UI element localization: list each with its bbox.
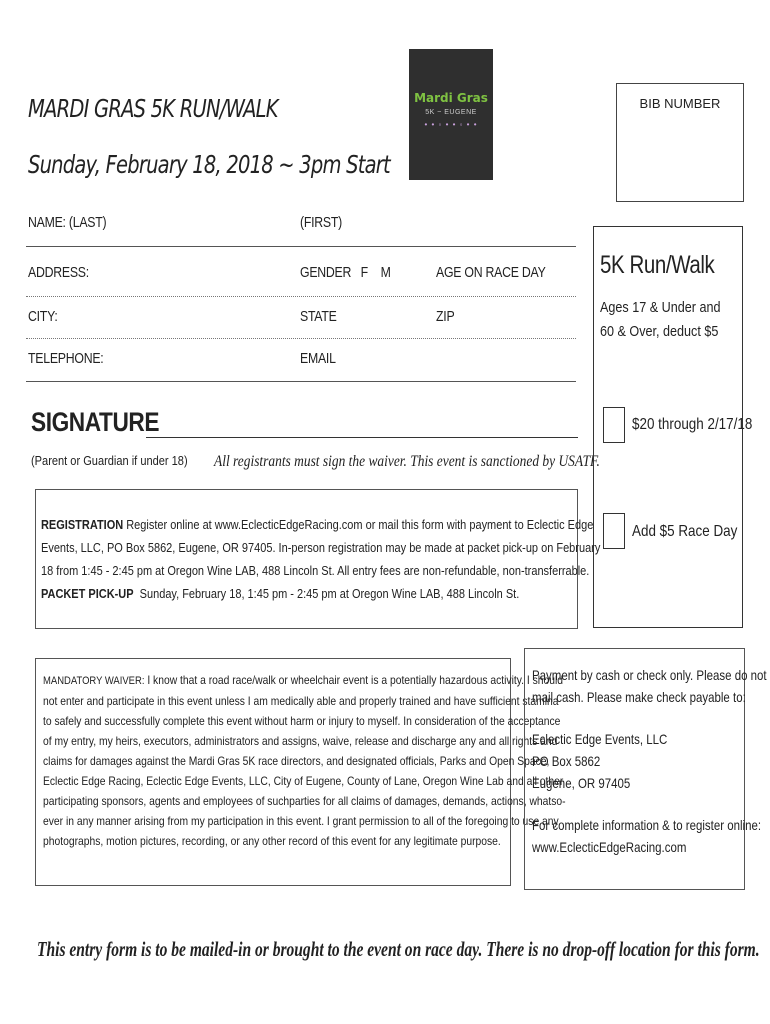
waiver-line: photographs, motion pictures, recording, or any other record of this event for any legitimate purpose.: [43, 834, 501, 848]
race-day-fee-label: Add $5 Race Day: [632, 523, 738, 540]
waiver-line: to safely and successfully complete this event without harm or injury to myself. In consideration of the acceptance: [43, 714, 561, 728]
address-input-line[interactable]: [26, 296, 576, 297]
packet-pickup-text: Sunday, February 18, 1:45 pm - 2:45 pm at Oregon Wine LAB, 488 Lincoln St.: [133, 586, 520, 601]
registration-line-1: Register online at www.EclecticEdgeRacing.com or mail this form with payment to Eclectic Edge: [123, 517, 594, 532]
waiver-heading: MANDATORY WAIVER:: [43, 675, 145, 687]
discount-text: [600, 296, 720, 344]
address-label: ADDRESS:: [28, 264, 89, 281]
name-input-line[interactable]: [26, 246, 576, 247]
registration-text: [41, 513, 600, 605]
payee-city: Eugene, OR 97405: [532, 775, 631, 791]
city-label: CITY:: [28, 308, 58, 325]
gender-label: GENDER F M: [300, 264, 391, 281]
age-label: AGE ON RACE DAY: [436, 264, 546, 281]
pricing-title: 5K Run/Walk: [600, 251, 715, 279]
waiver-note: All registrants must sign the waiver. This event is sanctioned by USATF.: [214, 453, 600, 470]
state-label: STATE: [300, 308, 337, 325]
waiver-line: ever in any manner arising from my participation in this event. I grant permission to all of the foregoing to use any: [43, 814, 559, 828]
event-logo: [409, 49, 493, 180]
bib-number-box[interactable]: [616, 83, 744, 202]
footer-note: This entry form is to be mailed-in or brought to the event on race day. There is no drop-off location for this form.: [37, 937, 760, 961]
waiver-line: claims for damages against the Mardi Gras 5K race directors, and designated officials, Parks and Open Space,: [43, 754, 550, 768]
info-line: For complete information & to register online:: [532, 817, 762, 833]
telephone-label: TELEPHONE:: [28, 350, 104, 367]
payment-text: [532, 664, 767, 858]
last-name-label: NAME: (LAST): [28, 214, 107, 231]
telephone-input-line[interactable]: [26, 381, 576, 382]
waiver-line: participating sponsors, agents and employees of suchparties for all claims of damages, demands, actions, whatso-: [43, 794, 566, 808]
zip-label: ZIP: [436, 308, 455, 325]
beads-icon: • • ◦ • • ◦ • •: [424, 120, 478, 129]
payment-line-1: Payment by cash or check only. Please do not: [532, 667, 767, 683]
form-title: MARDI GRAS 5K RUN/WALK: [28, 94, 278, 123]
waiver-text: [43, 670, 566, 851]
registration-line-3: 18 from 1:45 - 2:45 pm at Oregon Wine LAB, 488 Lincoln St. All entry fees are non-refundable, non-transferrable.: [41, 563, 590, 578]
waiver-line: Eclectic Edge Racing, Eclectic Edge Events, LLC, City of Eugene, County of Lane, Oregon Wine Lab and all other: [43, 774, 564, 788]
logo-subtitle: 5K ~ EUGENE: [425, 109, 477, 116]
bib-number-label: BIB NUMBER: [639, 96, 721, 111]
early-fee-label: $20 through 2/17/18: [632, 416, 753, 433]
guardian-note: (Parent or Guardian if under 18): [31, 453, 188, 468]
signature-input-line[interactable]: [146, 437, 578, 438]
waiver-line: I know that a road race/walk or wheelchair event is a potentially hazardous activity. I should: [144, 673, 564, 687]
packet-pickup-heading: PACKET PICK-UP: [41, 586, 134, 601]
first-name-label: (FIRST): [300, 214, 343, 231]
payee-name: Eclectic Edge Events, LLC: [532, 731, 668, 747]
discount-line-1: Ages 17 & Under and: [600, 299, 721, 316]
payee-address: PO Box 5862: [532, 753, 601, 769]
waiver-line: not enter and participate in this event unless I am medically able and properly trained and have sufficient stamina: [43, 694, 559, 708]
logo-title: Mardi Gras: [414, 91, 488, 105]
race-day-fee-checkbox[interactable]: [603, 513, 625, 549]
early-fee-checkbox[interactable]: [603, 407, 625, 443]
event-date: Sunday, February 18, 2018 ~ 3pm Start: [28, 150, 390, 179]
email-label: EMAIL: [300, 350, 336, 367]
signature-label: SIGNATURE: [31, 407, 160, 437]
city-input-line[interactable]: [26, 338, 576, 339]
registration-heading: REGISTRATION: [41, 517, 124, 532]
payment-line-2: mail cash. Please make check payable to:: [532, 689, 746, 705]
discount-line-2: 60 & Over, deduct $5: [600, 323, 719, 340]
waiver-line: of my entry, my heirs, executors, administrators and assigns, waive, release and discharge any and all rights and: [43, 734, 558, 748]
registration-line-2: Events, LLC, PO Box 5862, Eugene, OR 97405. In-person registration may be made at packet pick-up on February: [41, 540, 601, 555]
website-link[interactable]: www.EclecticEdgeRacing.com: [532, 839, 687, 855]
